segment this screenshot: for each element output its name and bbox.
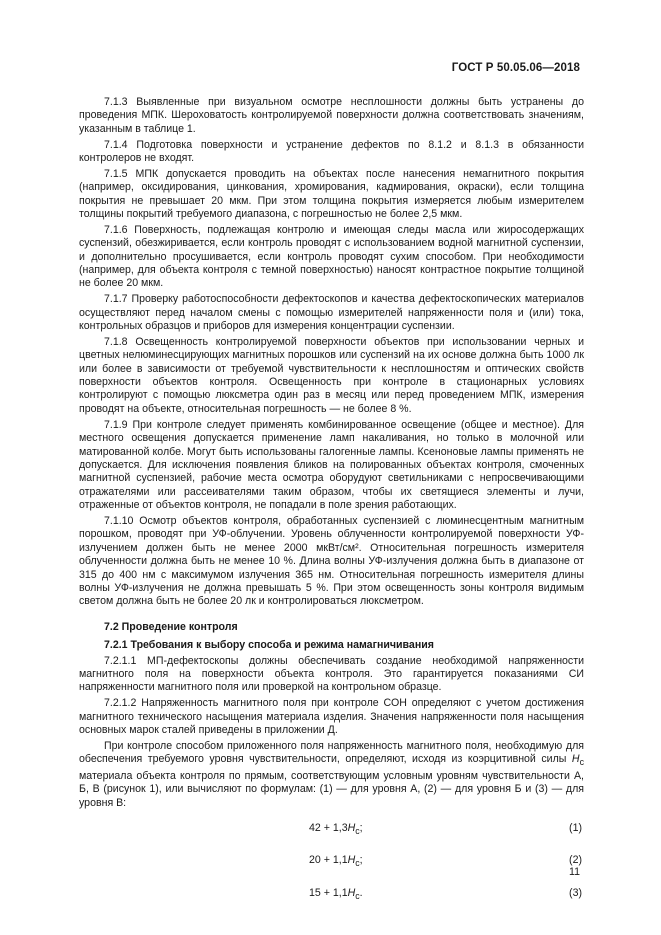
- paragraph-7-1-6: 7.1.6 Поверхность, подлежащая контролю и имеющая следы масла или жиросодержащих суспензий, обезжиривается, если контроль проводят с использованием водной магнитной суспензии, и дополнительно просушивается, если контроль проводят сухим способом. При необходимости (например, для объекта контроля с темной поверхностью) наносят контрастное покрытие толщиной не более 20 мкм.: [79, 223, 584, 290]
- formula-2-var: H: [347, 854, 356, 867]
- paragraph-formula-intro: [79, 740, 584, 810]
- formula-1-suffix: ;: [359, 821, 363, 834]
- paragraph-7-2-1-2: 7.2.1.2 Напряженность магнитного поля при контроле СОН определяют с учетом достижения магнитного технического насыщения материала изделия. Значения напряженности поля насыщения основных марок сталей приведены в приложении Д.: [79, 697, 584, 736]
- formula-1: [79, 822, 584, 835]
- paragraph-7-1-8: 7.1.8 Освещенность контролируемой поверхности объектов при использовании черных и цветных нелюминесцирующих магнитных порошков или суспензий на их основе должна быть 1000 лк или более в зависимости от требуемой чувствительности к несплошностям и оптических свойств поверхности объектов контроля. Освещенность при контроле в стационарных условиях контролируют с помощью люксметра один раз в месяц или перед проведением МПК, измерения проводят на объекте, относительная погрешность — не более 8 %.: [79, 335, 584, 415]
- formula-2-expression: [309, 854, 363, 871]
- formula-3-sub: c: [355, 890, 360, 901]
- document-body: [79, 96, 584, 900]
- formula-2-number: (2): [569, 854, 582, 867]
- formula-1-expression: [309, 822, 363, 839]
- formula-3-number: (3): [569, 886, 582, 899]
- formula-1-number: (1): [569, 821, 582, 834]
- formula-3: [79, 887, 584, 900]
- standard-header: ГОСТ Р 50.05.06—2018: [451, 62, 580, 74]
- paragraph-7-1-9: 7.1.9 При контроле следует применять комбинированное освещение (общее и местное). Для местного освещения допускается применение ламп накаливания, но только в молочной или матированной колбе. Могут быть использованы галогенные лампы. Ксеноновые лампы применять не допускается. Для исключения появления бликов на полированных объектах контроля, смоченных магнитной суспензией, рабочие места осмотра оборудуют светильниками с непросвечивающими отражателями или рассеивателями таким образом, чтобы их светящиеся элементы и лучи, отраженные от объектов контроля, не попадали в поле зрения работающих.: [79, 418, 584, 512]
- formula-2: [79, 854, 584, 867]
- coercive-force-symbol: H: [571, 753, 580, 766]
- formula-intro-text-2: материала объекта контроля по прямым, соответствующим условным уровням чувствительности А, Б, В (рисунок 1), или вычисляют по формулам: (1) — для уровня А, (2) — для уровня Б и (3) — для уровня В:: [79, 769, 584, 809]
- paragraph-7-1-3: 7.1.3 Выявленные при визуальном осмотре несплошности должны быть устранены до проведения МПК. Шероховатость контролируемой поверхности должна соответствовать значениям, указанным в таблице 1.: [79, 96, 584, 135]
- formula-1-sub: c: [355, 826, 360, 837]
- paragraph-7-1-4: 7.1.4 Подготовка поверхности и устранение дефектов по 8.1.2 и 8.1.3 в обязанности контролеров не входят.: [79, 138, 584, 165]
- coercive-force-subscript: c: [579, 757, 584, 768]
- formula-3-suffix: .: [359, 886, 363, 899]
- formula-1-prefix: 42 + 1,3: [309, 821, 348, 834]
- paragraph-7-1-10: 7.1.10 Осмотр объектов контроля, обработанных суспензией с люминесцентным магнитным порошком, проводят при УФ-облучении. Уровень облученности контролируемой поверхности УФ-излучением должен быть не менее 2000 мкВт/см². Относительная погрешность измерителя облученности должна быть не менее 10 %. Длина волны УФ-излучения должна быть в диапазоне от 315 до 400 нм с максимумом излучения 365 нм. Относительная погрешность измерителя длины волны УФ-излучения не должна превышать 5 %. При этом освещенность зоны контроля видимым светом должна быть не более 20 лк и контролироваться люксметром.: [79, 514, 584, 608]
- formula-2-suffix: ;: [359, 854, 363, 867]
- formula-2-prefix: 20 + 1,1: [309, 854, 348, 867]
- formula-3-prefix: 15 + 1,1: [309, 886, 348, 899]
- formula-3-expression: [309, 887, 363, 904]
- formula-1-var: H: [347, 821, 356, 834]
- section-heading-7-2: 7.2 Проведение контроля: [104, 620, 238, 633]
- formula-2-sub: c: [355, 858, 360, 869]
- paragraph-7-1-5: 7.1.5 МПК допускается проводить на объектах после нанесения немагнитного покрытия (например, оксидирования, цинкования, хромирования, кадмирования, окраски), если толщина покрытия не превышает 20 мкм. При этом толщина покрытия измеряется любым измерителем толщины покрытий требуемого диапазона, с погрешностью не более 2,5 мкм.: [79, 167, 584, 221]
- paragraph-7-1-7: 7.1.7 Проверку работоспособности дефектоскопов и качества дефектоскопических материалов осуществляют перед началом смены с помощью измерителей напряженности поля и (или) тока, контрольных образцов и приборов для измерения концентрации суспензии.: [79, 293, 584, 333]
- subsection-heading-7-2-1: 7.2.1 Требования к выбору способа и режима намагничивания: [104, 639, 434, 652]
- formula-intro-text-1: При контроле способом приложенного поля напряженность магнитного поля, необходимую для обеспечения требуемого уровня чувствительности, определяют, исходя из коэрцитивной силы: [79, 739, 584, 766]
- paragraph-7-2-1-1: 7.2.1.1 МП-дефектоскопы должны обеспечивать создание необходимой напряженности магнитного поля на поверхности объекта контроля. Это гарантируется показаниями СИ напряженности магнитного поля или проверкой на контрольном образце.: [79, 654, 584, 694]
- page-number: 11: [569, 866, 580, 878]
- formula-3-var: H: [347, 886, 356, 899]
